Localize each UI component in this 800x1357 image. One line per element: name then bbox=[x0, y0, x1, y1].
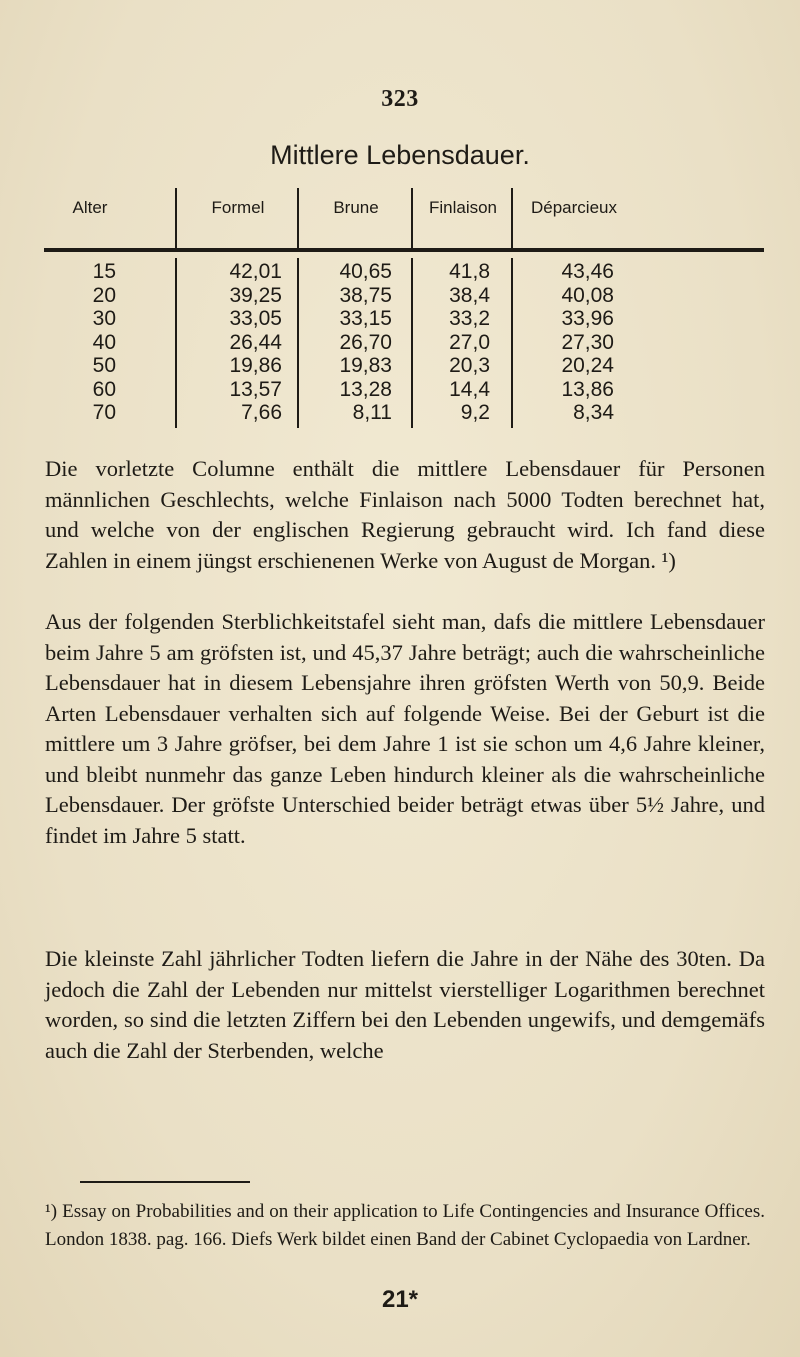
paragraph-2: Aus der folgenden Sterblichkeitstafel sieht man, dafs die mittlere Lebensdauer beim Jahre 5 am gröfsten ist, und 45,37 Jahre beträgt; auch die wahrscheinliche Lebensdauer hat in diesem Lebensjahre ihren gröfsten Werth von 50,9. Beide Arten Lebensdauer verhalten sich auf folgende Weise. Bei der Geburt ist die mittlere um 3 Jahre gröfser, bei dem Jahre 1 ist sie schon um 4,6 Jahre kleiner, und bleibt nunmehr das ganze Leben hindurch kleiner als die wahrscheinliche Lebensdauer. Der gröfste Unterschied beider beträgt etwas über 5½ Jahre, und findet im Jahre 5 statt. bbox=[45, 609, 765, 848]
cell-formel: 33,05 bbox=[229, 307, 282, 330]
table-row bbox=[44, 378, 764, 402]
column-divider bbox=[297, 188, 299, 248]
table-row bbox=[44, 331, 764, 355]
cell-deparcieux: 13,86 bbox=[561, 377, 614, 401]
paragraph-1: Die vorletzte Columne enthält die mittlere Lebensdauer für Personen männlichen Geschlechts, welche Finlaison nach 5000 Todten berechnet hat, und welche von der englischen Regierung gebraucht wird. Ich fand diese Zahlen in einem jüngst erschienenen Werke von August de Morgan. ¹) bbox=[45, 456, 765, 573]
cell-finlaison: 14,4 bbox=[449, 377, 490, 401]
cell-brune: 40,65 bbox=[339, 260, 392, 283]
cell-brune: 13,28 bbox=[339, 377, 392, 401]
footnote: ¹) Essay on Probabilities and on their application to Life Contingencies and Insurance Offices. London 1838. pag. 166. Diefs Werk bildet einen Band der Cabinet Cyclopaedia von Lardner. bbox=[45, 1201, 765, 1250]
table-title: Mittlere Lebensdauer. bbox=[270, 140, 530, 170]
cell-brune: 8,11 bbox=[352, 401, 392, 424]
cell-brune: 38,75 bbox=[339, 283, 392, 307]
cell-alter: 50 bbox=[92, 354, 116, 377]
page-number: 323 bbox=[381, 86, 419, 112]
column-header-formel: Formel bbox=[211, 198, 265, 217]
cell-finlaison: 27,0 bbox=[449, 330, 490, 354]
cell-alter: 40 bbox=[92, 330, 116, 354]
cell-formel: 13,57 bbox=[229, 377, 282, 401]
cell-formel: 19,86 bbox=[229, 354, 282, 377]
table-row bbox=[44, 284, 764, 308]
column-header-brune: Brune bbox=[333, 198, 379, 217]
footnote-divider bbox=[80, 1181, 250, 1183]
cell-brune: 26,70 bbox=[339, 330, 392, 354]
cell-deparcieux: 20,24 bbox=[561, 354, 614, 377]
life-expectancy-table bbox=[44, 186, 764, 424]
column-divider bbox=[411, 188, 413, 248]
cell-formel: 39,25 bbox=[229, 283, 282, 307]
cell-deparcieux: 43,46 bbox=[561, 260, 614, 283]
cell-finlaison: 20,3 bbox=[449, 354, 490, 377]
table-row bbox=[44, 354, 764, 378]
cell-alter: 30 bbox=[92, 307, 116, 330]
cell-formel: 42,01 bbox=[229, 260, 282, 283]
signature-mark: 21* bbox=[381, 1286, 419, 1313]
table-row bbox=[44, 307, 764, 331]
cell-deparcieux: 27,30 bbox=[561, 330, 614, 354]
header-rule bbox=[44, 248, 764, 252]
cell-brune: 19,83 bbox=[339, 354, 392, 377]
cell-brune: 33,15 bbox=[339, 307, 392, 330]
column-header-finlaison: Finlaison bbox=[428, 198, 498, 217]
table-body bbox=[44, 260, 764, 425]
column-header-alter: Alter bbox=[72, 198, 108, 217]
cell-formel: 26,44 bbox=[229, 330, 282, 354]
column-divider bbox=[175, 188, 177, 248]
cell-alter: 70 bbox=[92, 401, 116, 424]
column-divider bbox=[511, 188, 513, 248]
table-row bbox=[44, 260, 764, 284]
cell-deparcieux: 33,96 bbox=[561, 307, 614, 330]
cell-alter: 20 bbox=[92, 283, 116, 307]
cell-deparcieux: 8,34 bbox=[573, 401, 614, 424]
cell-formel: 7,66 bbox=[241, 401, 282, 424]
paragraph-3: Die kleinste Zahl jährlicher Todten liefern die Jahre in der Nähe des 30ten. Da jedoch die Zahl der Lebenden nur mittelst vierstelliger Logarithmen berechnet worden, so sind die letzten Ziffern bei den Lebenden ungewifs, und demgemäfs auch die Zahl der Sterbenden, welche bbox=[45, 946, 765, 1063]
cell-finlaison: 33,2 bbox=[449, 307, 490, 330]
cell-finlaison: 9,2 bbox=[460, 401, 490, 424]
table-header bbox=[44, 186, 764, 250]
cell-alter: 15 bbox=[92, 260, 116, 283]
table-row bbox=[44, 401, 764, 425]
cell-deparcieux: 40,08 bbox=[561, 283, 614, 307]
cell-alter: 60 bbox=[92, 377, 116, 401]
cell-finlaison: 41,8 bbox=[449, 260, 490, 283]
column-header-deparcieux: Déparcieux bbox=[531, 198, 617, 217]
cell-finlaison: 38,4 bbox=[449, 283, 490, 307]
